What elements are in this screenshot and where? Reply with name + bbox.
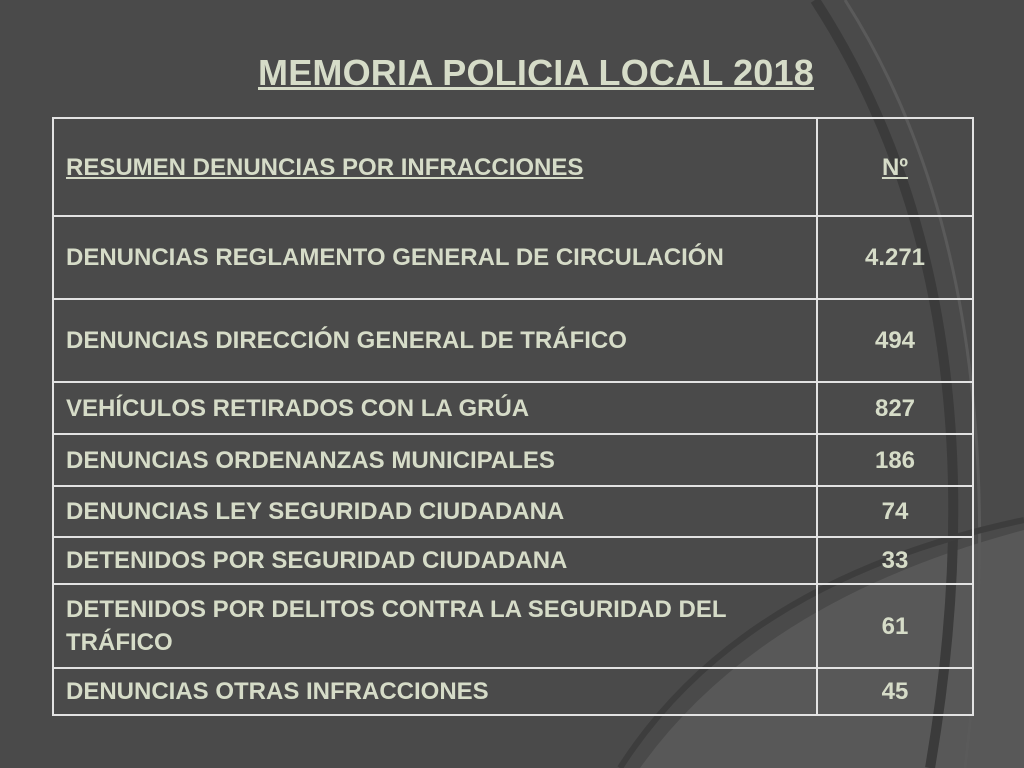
table-row: [53, 434, 973, 486]
table-header-row: [53, 118, 973, 216]
row-value: 45: [817, 668, 973, 715]
infractions-table: [52, 117, 974, 716]
page-title: MEMORIA POLICIA LOCAL 2018: [258, 52, 814, 93]
header-number: Nº: [817, 118, 973, 216]
table-row: [53, 584, 973, 668]
row-value: 4.271: [817, 216, 973, 299]
row-label: VEHÍCULOS RETIRADOS CON LA GRÚA: [53, 382, 817, 434]
row-value: 33: [817, 537, 973, 584]
row-label: DETENIDOS POR DELITOS CONTRA LA SEGURIDAD DEL TRÁFICO: [53, 584, 817, 668]
row-value: 186: [817, 434, 973, 486]
row-label: DETENIDOS POR SEGURIDAD CIUDADANA: [53, 537, 817, 584]
table-row: [53, 299, 973, 382]
row-value: 827: [817, 382, 973, 434]
row-value: 494: [817, 299, 973, 382]
row-label: DENUNCIAS DIRECCIÓN GENERAL DE TRÁFICO: [53, 299, 817, 382]
table-row: [53, 486, 973, 537]
table-row: [53, 537, 973, 584]
row-value: 61: [817, 584, 973, 668]
row-label: DENUNCIAS REGLAMENTO GENERAL DE CIRCULACIÓN: [53, 216, 817, 299]
row-label: DENUNCIAS LEY SEGURIDAD CIUDADANA: [53, 486, 817, 537]
table-row: [53, 668, 973, 715]
row-value: 74: [817, 486, 973, 537]
table-row: [53, 216, 973, 299]
row-label: DENUNCIAS ORDENANZAS MUNICIPALES: [53, 434, 817, 486]
row-label: DENUNCIAS OTRAS INFRACCIONES: [53, 668, 817, 715]
header-label: RESUMEN DENUNCIAS POR INFRACCIONES: [53, 118, 817, 216]
table-row: [53, 382, 973, 434]
